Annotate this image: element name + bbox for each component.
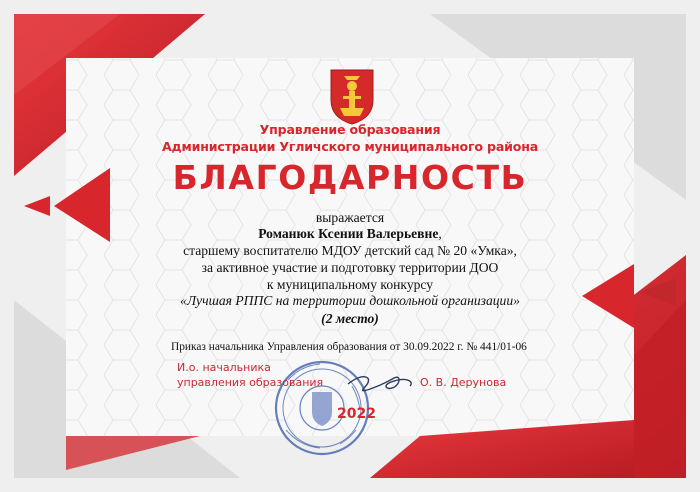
- expressed-text: выражается: [315, 210, 385, 225]
- recipient-name: Романюк Ксении Валерьевне: [258, 226, 439, 241]
- signer-post-line-1: И.о. начальника: [177, 361, 271, 374]
- recipient-line: [0, 226, 700, 242]
- coat-of-arms-icon: [331, 70, 373, 124]
- order-reference: Приказ начальника Управления образования от 30.09.2022 г. № 441/01-06: [171, 341, 527, 353]
- recipient-comma: ,: [438, 226, 442, 241]
- place-award: (2 место): [321, 311, 379, 326]
- org-line-2: Администрации Угличского муниципального района: [161, 139, 538, 154]
- reason-line-2: к муниципальному конкурсу: [266, 277, 434, 292]
- org-line-1: Управление образования: [259, 122, 441, 137]
- signer-post-line-2: управления образования: [177, 376, 324, 389]
- recipient-position: старшему воспитателю МДОУ детский сад № 20 «Умка»,: [183, 243, 517, 258]
- signer-name: О. В. Дерунова: [420, 376, 507, 389]
- reason-line-1: за активное участие и подготовку территории ДОО: [201, 260, 499, 275]
- certificate-title: БЛАГОДАРНОСТЬ: [172, 158, 528, 197]
- contest-name: «Лучшая РППС на территории дошкольной организации»: [180, 293, 520, 308]
- year-badge: 2022: [337, 406, 376, 422]
